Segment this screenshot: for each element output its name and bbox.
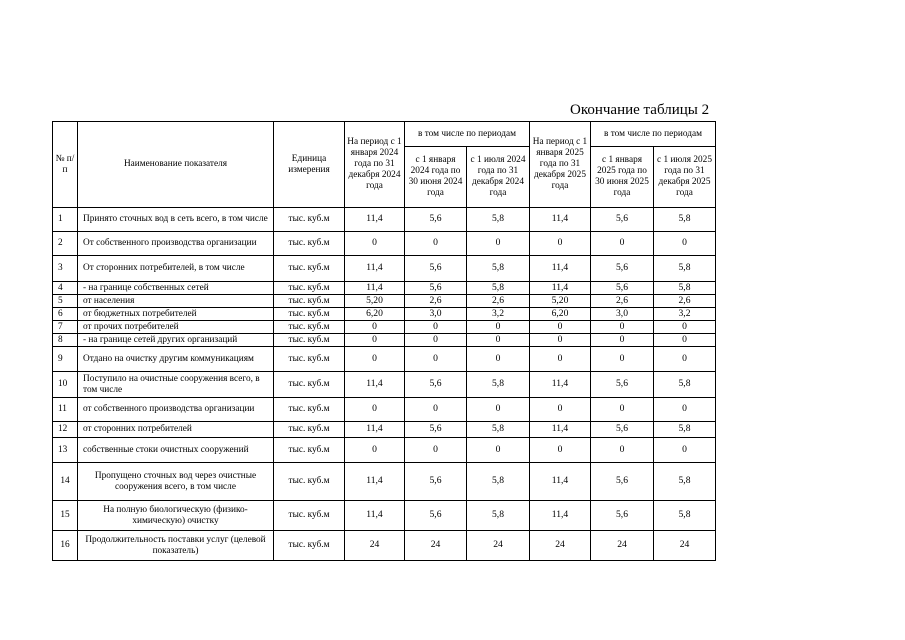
row-value: 0 <box>591 321 654 334</box>
row-value: 11,4 <box>345 463 405 501</box>
row-name: На полную биологическую (физико-химическую) очистку <box>78 501 274 531</box>
table-row <box>53 308 716 321</box>
row-value: 5,8 <box>654 422 716 438</box>
row-name: Принято сточных вод в сеть всего, в том числе <box>78 208 274 232</box>
row-value: 24 <box>467 531 530 561</box>
table-row <box>53 531 716 561</box>
row-unit: тыс. куб.м <box>274 282 345 295</box>
row-name: От собственного производства организации <box>78 232 274 256</box>
header-name: Наименование показателя <box>78 122 274 208</box>
row-value: 0 <box>530 334 591 347</box>
row-unit: тыс. куб.м <box>274 232 345 256</box>
row-number: 7 <box>53 321 78 334</box>
row-value: 0 <box>345 321 405 334</box>
row-value: 0 <box>345 347 405 372</box>
row-name: Продолжительность поставки услуг (целевой показатель) <box>78 531 274 561</box>
row-value: 2,6 <box>467 295 530 308</box>
row-value: 0 <box>405 398 467 422</box>
row-value: 0 <box>345 334 405 347</box>
row-value: 0 <box>405 438 467 463</box>
row-unit: тыс. куб.м <box>274 438 345 463</box>
row-value: 0 <box>591 438 654 463</box>
row-number: 16 <box>53 531 78 561</box>
row-number: 6 <box>53 308 78 321</box>
row-value: 5,6 <box>405 256 467 282</box>
row-value: 0 <box>591 232 654 256</box>
row-value: 5,6 <box>591 463 654 501</box>
row-value: 5,8 <box>654 501 716 531</box>
row-value: 2,6 <box>591 295 654 308</box>
row-value: 0 <box>405 334 467 347</box>
row-value: 0 <box>530 321 591 334</box>
row-unit: тыс. куб.м <box>274 321 345 334</box>
row-name: Пропущено сточных вод через очистные сооружения всего, в том числе <box>78 463 274 501</box>
row-value: 0 <box>591 398 654 422</box>
header-num: № п/п <box>53 122 78 208</box>
row-value: 5,8 <box>467 372 530 398</box>
row-value: 11,4 <box>345 422 405 438</box>
row-value: 24 <box>591 531 654 561</box>
row-unit: тыс. куб.м <box>274 398 345 422</box>
row-value: 5,8 <box>654 208 716 232</box>
row-value: 0 <box>405 232 467 256</box>
row-value: 5,20 <box>345 295 405 308</box>
row-value: 11,4 <box>530 422 591 438</box>
row-value: 0 <box>345 398 405 422</box>
row-value: 5,6 <box>405 463 467 501</box>
row-value: 11,4 <box>530 501 591 531</box>
row-name: Поступило на очистные сооружения всего, в том числе <box>78 372 274 398</box>
row-value: 3,2 <box>654 308 716 321</box>
row-value: 0 <box>467 347 530 372</box>
row-number: 14 <box>53 463 78 501</box>
row-value: 5,6 <box>405 282 467 295</box>
row-value: 24 <box>654 531 716 561</box>
row-number: 10 <box>53 372 78 398</box>
header-incl-2024: в том числе по периодам <box>405 122 530 147</box>
row-name: от собственного производства организации <box>78 398 274 422</box>
row-value: 3,2 <box>467 308 530 321</box>
row-value: 0 <box>591 347 654 372</box>
row-value: 5,8 <box>467 501 530 531</box>
row-value: 5,6 <box>591 282 654 295</box>
row-value: 5,6 <box>591 422 654 438</box>
row-name: - на границе сетей других организаций <box>78 334 274 347</box>
row-name: от сторонних потребителей <box>78 422 274 438</box>
row-value: 0 <box>345 232 405 256</box>
row-name: Отдано на очистку другим коммуникациям <box>78 347 274 372</box>
row-value: 5,6 <box>405 501 467 531</box>
row-value: 0 <box>530 438 591 463</box>
row-value: 5,6 <box>405 422 467 438</box>
row-value: 24 <box>405 531 467 561</box>
header-unit: Единица измерения <box>274 122 345 208</box>
table-row <box>53 208 716 232</box>
header-h1-2025: с 1 января 2025 года по 30 июня 2025 года <box>591 147 654 208</box>
table-row <box>53 334 716 347</box>
row-unit: тыс. куб.м <box>274 347 345 372</box>
row-value: 11,4 <box>345 208 405 232</box>
row-value: 11,4 <box>345 256 405 282</box>
row-unit: тыс. куб.м <box>274 531 345 561</box>
row-value: 11,4 <box>530 372 591 398</box>
row-number: 4 <box>53 282 78 295</box>
row-value: 5,6 <box>591 208 654 232</box>
row-name: от бюджетных потребителей <box>78 308 274 321</box>
row-unit: тыс. куб.м <box>274 501 345 531</box>
row-value: 5,8 <box>654 372 716 398</box>
row-value: 0 <box>654 232 716 256</box>
row-value: 5,6 <box>591 501 654 531</box>
table-row <box>53 372 716 398</box>
row-number: 5 <box>53 295 78 308</box>
table-row <box>53 232 716 256</box>
row-value: 24 <box>530 531 591 561</box>
row-value: 0 <box>467 438 530 463</box>
row-value: 5,6 <box>405 208 467 232</box>
row-number: 3 <box>53 256 78 282</box>
row-value: 3,0 <box>405 308 467 321</box>
header-h1-2024: с 1 января 2024 года по 30 июня 2024 года <box>405 147 467 208</box>
row-unit: тыс. куб.м <box>274 334 345 347</box>
row-unit: тыс. куб.м <box>274 208 345 232</box>
row-value: 0 <box>654 321 716 334</box>
row-value: 11,4 <box>530 463 591 501</box>
row-value: 0 <box>345 438 405 463</box>
table-row <box>53 321 716 334</box>
row-value: 2,6 <box>405 295 467 308</box>
row-value: 5,6 <box>591 372 654 398</box>
row-unit: тыс. куб.м <box>274 463 345 501</box>
table-row <box>53 398 716 422</box>
table-row <box>53 501 716 531</box>
row-value: 5,8 <box>654 463 716 501</box>
row-value: 0 <box>467 398 530 422</box>
row-unit: тыс. куб.м <box>274 295 345 308</box>
row-name: от населения <box>78 295 274 308</box>
row-number: 13 <box>53 438 78 463</box>
row-value: 5,8 <box>467 422 530 438</box>
row-number: 12 <box>53 422 78 438</box>
row-value: 0 <box>467 321 530 334</box>
row-number: 2 <box>53 232 78 256</box>
row-value: 5,8 <box>654 282 716 295</box>
row-value: 0 <box>654 438 716 463</box>
row-value: 0 <box>530 347 591 372</box>
row-number: 15 <box>53 501 78 531</box>
row-unit: тыс. куб.м <box>274 422 345 438</box>
row-name: От сторонних потребителей, в том числе <box>78 256 274 282</box>
header-h2-2024: с 1 июля 2024 года по 31 декабря 2024 года <box>467 147 530 208</box>
row-value: 0 <box>467 334 530 347</box>
table-row <box>53 347 716 372</box>
row-value: 3,0 <box>591 308 654 321</box>
data-table <box>52 121 716 561</box>
table-row <box>53 295 716 308</box>
row-value: 5,20 <box>530 295 591 308</box>
row-value: 0 <box>405 321 467 334</box>
row-value: 5,8 <box>467 256 530 282</box>
table-row <box>53 438 716 463</box>
row-value: 11,4 <box>345 282 405 295</box>
row-value: 0 <box>530 232 591 256</box>
row-value: 11,4 <box>345 501 405 531</box>
table-row <box>53 463 716 501</box>
row-name: собственные стоки очистных сооружений <box>78 438 274 463</box>
row-value: 5,6 <box>591 256 654 282</box>
row-value: 6,20 <box>345 308 405 321</box>
row-value: 5,8 <box>467 463 530 501</box>
table-row <box>53 422 716 438</box>
row-value: 11,4 <box>345 372 405 398</box>
row-number: 11 <box>53 398 78 422</box>
row-value: 0 <box>530 398 591 422</box>
row-value: 0 <box>654 347 716 372</box>
header-period-2024: На период с 1 января 2024 года по 31 декабря 2024 года <box>345 122 405 208</box>
row-value: 5,8 <box>467 282 530 295</box>
row-name: - на границе собственных сетей <box>78 282 274 295</box>
row-value: 5,6 <box>405 372 467 398</box>
row-value: 5,8 <box>654 256 716 282</box>
row-value: 2,6 <box>654 295 716 308</box>
header-incl-2025: в том числе по периодам <box>591 122 716 147</box>
table-row <box>53 256 716 282</box>
row-value: 0 <box>654 334 716 347</box>
row-value: 0 <box>405 347 467 372</box>
row-value: 0 <box>654 398 716 422</box>
table-caption: Окончание таблицы 2 <box>570 102 710 118</box>
row-value: 6,20 <box>530 308 591 321</box>
row-number: 8 <box>53 334 78 347</box>
row-value: 24 <box>345 531 405 561</box>
row-value: 11,4 <box>530 282 591 295</box>
row-number: 1 <box>53 208 78 232</box>
row-value: 0 <box>591 334 654 347</box>
row-unit: тыс. куб.м <box>274 372 345 398</box>
row-value: 11,4 <box>530 256 591 282</box>
header-period-2025: На период с 1 января 2025 года по 31 декабря 2025 года <box>530 122 591 208</box>
table-row <box>53 282 716 295</box>
row-number: 9 <box>53 347 78 372</box>
header-h2-2025: с 1 июля 2025 года по 31 декабря 2025 года <box>654 147 716 208</box>
row-value: 11,4 <box>530 208 591 232</box>
row-unit: тыс. куб.м <box>274 308 345 321</box>
row-value: 0 <box>467 232 530 256</box>
row-value: 5,8 <box>467 208 530 232</box>
row-unit: тыс. куб.м <box>274 256 345 282</box>
row-name: от прочих потребителей <box>78 321 274 334</box>
